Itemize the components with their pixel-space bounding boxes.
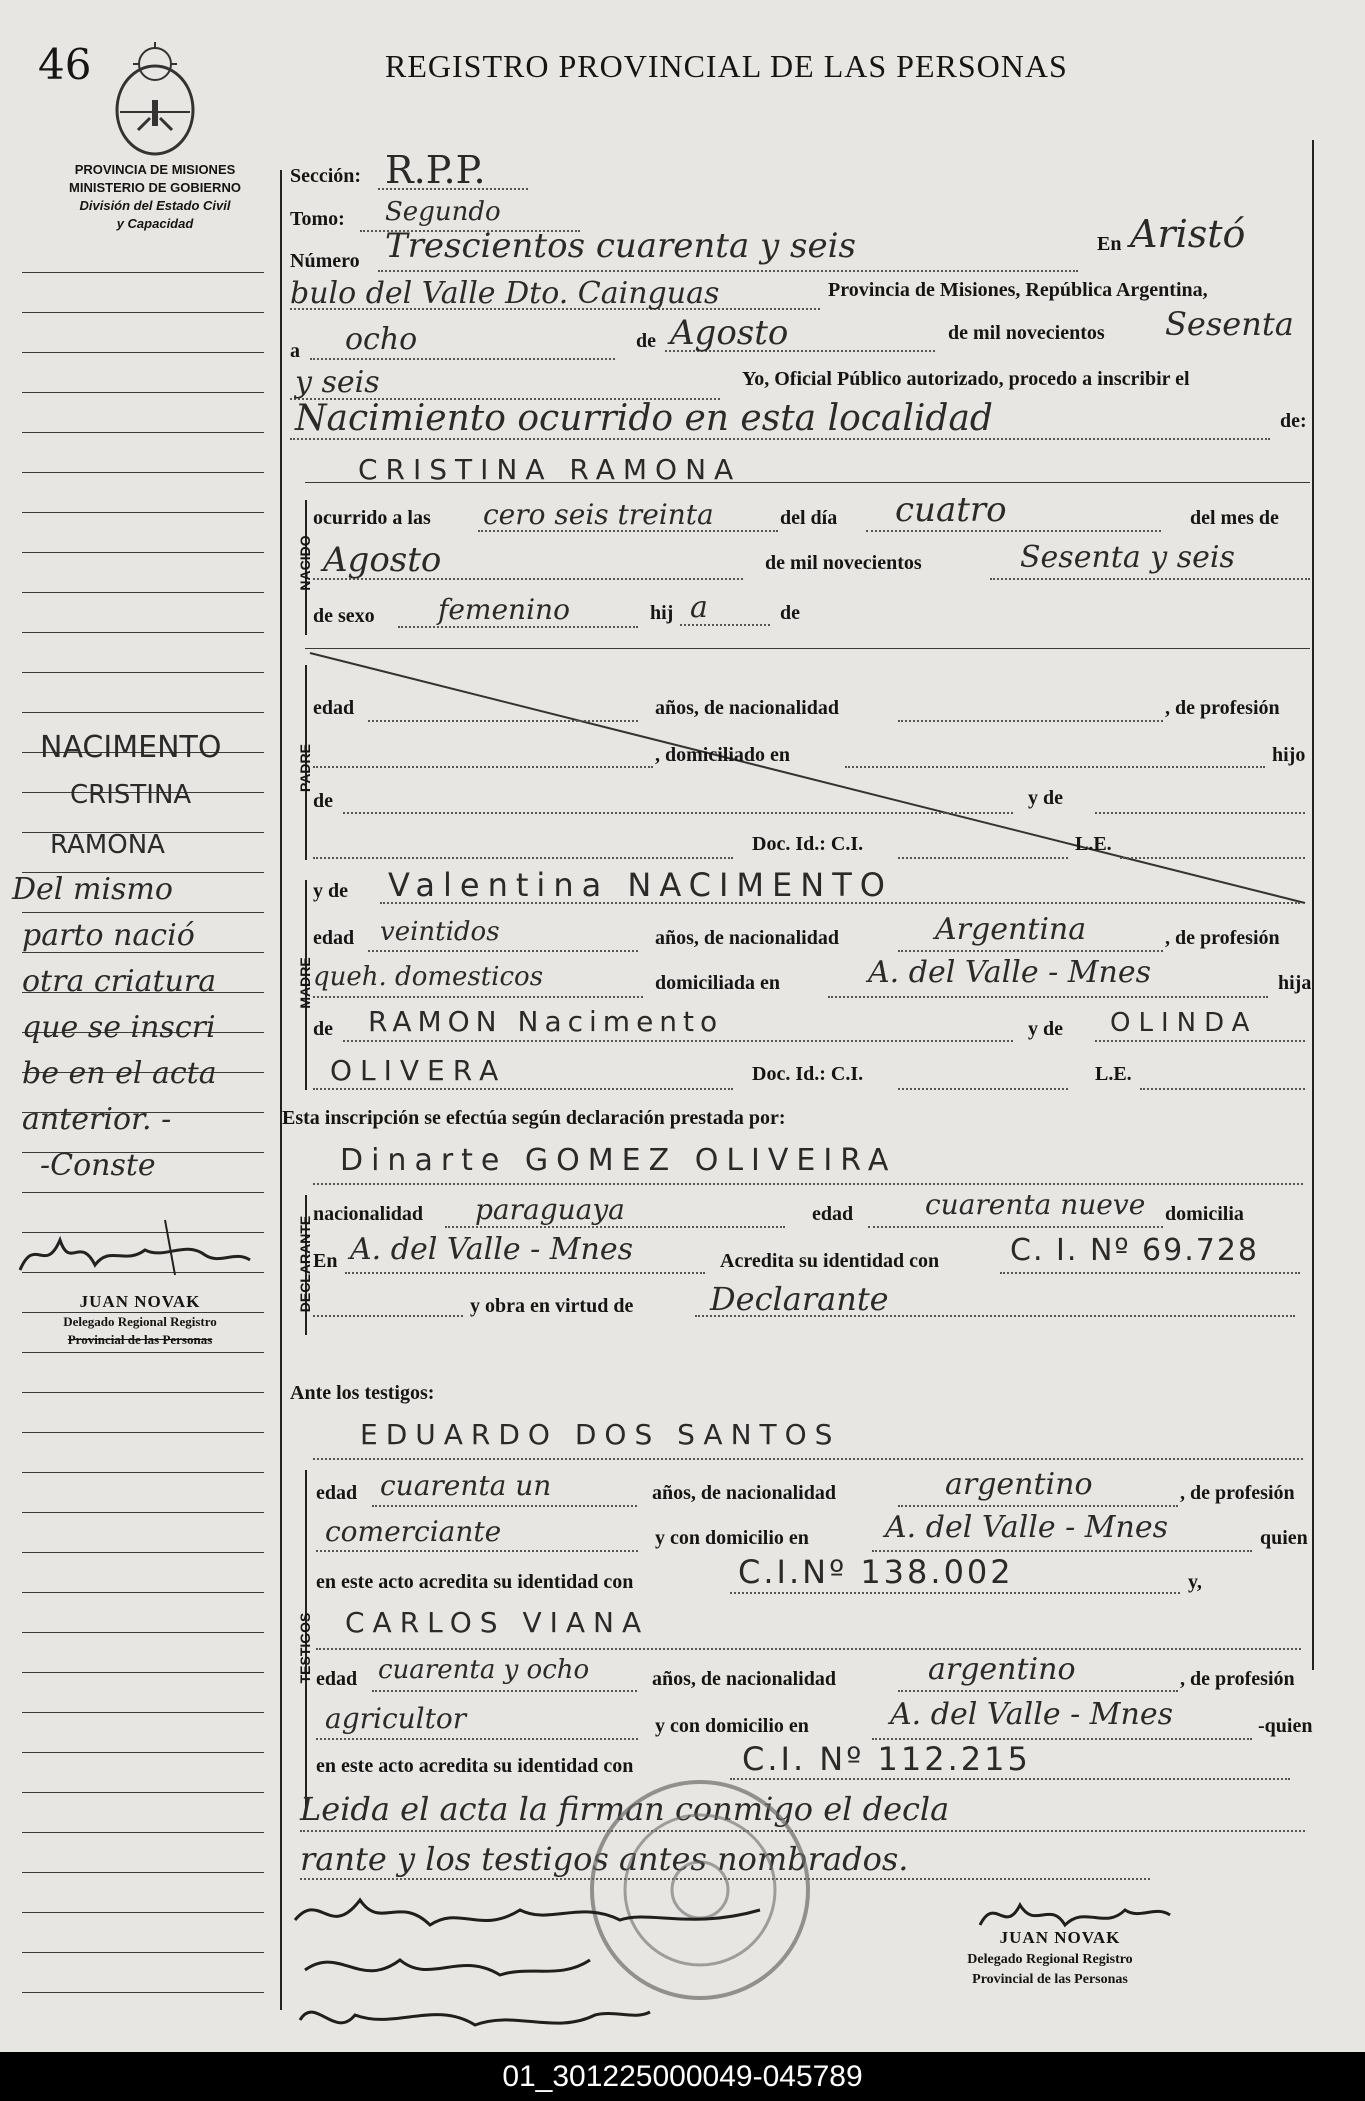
- official-role-bottom-2: Provincial de las Personas: [972, 1972, 1128, 1987]
- closing-line-2: rante y los testigos antes nombrados.: [300, 1840, 909, 1878]
- form-left-border: [280, 170, 282, 2010]
- value-testigo-2: CARLOS VIANA: [345, 1606, 650, 1639]
- value-madre-prof: queh. domesticos: [313, 962, 544, 992]
- label-de-2: de: [780, 602, 800, 624]
- margin-rule: [22, 552, 264, 553]
- margin-rule: [22, 1792, 264, 1793]
- section-label-madre: MADRE: [297, 957, 313, 1009]
- value-t2-nac: argentino: [928, 1652, 1076, 1687]
- label-padre-y-de: y de: [1028, 787, 1063, 809]
- value-t2-dom: A. del Valle - Mnes: [890, 1697, 1173, 1732]
- label-padre-hijo: hijo: [1272, 744, 1306, 766]
- section-label-testigos: TESTIGOS: [297, 1612, 313, 1684]
- label-sexo: de sexo: [313, 605, 375, 627]
- label-del-dia: del día: [780, 507, 838, 529]
- label-en: En: [1097, 233, 1122, 255]
- value-hij-suffix: a: [690, 590, 708, 625]
- label-madre-doc: Doc. Id.: C.I.: [752, 1063, 864, 1085]
- margin-rule: [22, 312, 264, 313]
- margin-note-5: parto nació: [22, 918, 195, 953]
- margin-note-1: NACIMENTO: [40, 730, 222, 765]
- value-t1-prof: comerciante: [325, 1515, 502, 1548]
- margin-rule: [22, 1992, 264, 1993]
- value-t1-dom: A. del Valle - Mnes: [885, 1510, 1168, 1545]
- margin-rule: [22, 512, 264, 513]
- org-line-2: MINISTERIO DE GOBIERNO: [69, 180, 241, 195]
- margin-rule: [22, 1352, 264, 1353]
- label-decl-nac: nacionalidad: [313, 1203, 424, 1225]
- label-t1-y: y,: [1188, 1571, 1202, 1593]
- value-anio2: y seis: [295, 365, 380, 400]
- label-inscripcion: Esta inscripción se efectúa según declaración prestada por:: [282, 1107, 786, 1129]
- label-t1-edad: edad: [316, 1482, 358, 1504]
- margin-rule: [22, 672, 264, 673]
- label-madre-edad: edad: [313, 927, 355, 949]
- value-t2-ci: C.I. Nº 112.215: [742, 1740, 1031, 1778]
- label-t2-prof: , de profesión: [1180, 1668, 1295, 1690]
- label-t2-quien: -quien: [1258, 1715, 1313, 1737]
- margin-note-8: be en el acta: [22, 1056, 217, 1091]
- section-label-nacido: NACIDO: [297, 535, 313, 591]
- value-decl-edad: cuarenta nueve: [925, 1188, 1146, 1221]
- margin-note-7: que se inscri: [22, 1010, 216, 1045]
- value-lugar: bulo del Valle Dto. Cainguas: [290, 276, 720, 311]
- value-abuela-2: OLIVERA: [330, 1054, 507, 1087]
- value-decl-ci: C. I. Nº 69.728: [1010, 1233, 1260, 1268]
- label-madre-prof: , de profesión: [1165, 927, 1280, 949]
- margin-note-6: otra criatura: [22, 964, 217, 999]
- org-line-4: y Capacidad: [116, 216, 194, 231]
- section-label-declarante: DECLARANTE: [297, 1215, 313, 1313]
- value-declarante: Dinarte GOMEZ OLIVEIRA: [340, 1143, 897, 1178]
- margin-note-9: anterior. -: [22, 1102, 172, 1137]
- margin-note-3: RAMONA: [50, 830, 165, 860]
- value-en: Aristó: [1130, 212, 1246, 256]
- label-t1-anos: años, de nacionalidad: [652, 1482, 836, 1504]
- value-madre-nac: Argentina: [935, 912, 1087, 947]
- label-madre-y-de: y de: [313, 880, 348, 902]
- margin-rule: [22, 1192, 264, 1193]
- label-padre-doc: Doc. Id.: C.I.: [752, 833, 864, 855]
- label-ante: Ante los testigos:: [290, 1382, 435, 1404]
- margin-rule: [22, 912, 264, 913]
- margin-rule: [22, 1472, 264, 1473]
- value-abuela: OLINDA: [1110, 1008, 1258, 1038]
- official-signature: [15, 1215, 255, 1285]
- margin-rule: [22, 392, 264, 393]
- value-tomo: Segundo: [385, 197, 501, 227]
- label-hij: hij: [650, 602, 674, 624]
- label-t2-en-este: en este acto acredita su identidad con: [316, 1755, 634, 1777]
- label-t2-edad: edad: [316, 1668, 358, 1690]
- section-label-padre: PADRE: [297, 744, 313, 792]
- label-madre-anos: años, de nacionalidad: [655, 927, 839, 949]
- margin-note-10: -Conste: [40, 1148, 156, 1183]
- value-madre-dom: A. del Valle - Mnes: [868, 955, 1151, 990]
- value-testigo-1: EDUARDO DOS SANTOS: [360, 1418, 841, 1451]
- label-decl-obra: y obra en virtud de: [470, 1295, 634, 1317]
- value-acto: Nacimiento ocurrido en esta localidad: [295, 398, 993, 439]
- label-madre-dom: domiciliada en: [655, 972, 781, 994]
- margin-note-4: Del mismo: [12, 872, 173, 907]
- label-seccion: Sección:: [290, 165, 362, 187]
- margin-rule: [22, 1752, 264, 1753]
- value-abuelo: RAMON Nacimento: [368, 1005, 724, 1038]
- official-role-1: Delegado Regional Registro: [63, 1314, 217, 1329]
- margin-rule: [22, 1912, 264, 1913]
- label-padre-de: de: [313, 790, 333, 812]
- closing-line-1: Leida el acta la firman conmigo el decla: [300, 1790, 950, 1828]
- document-title: REGISTRO PROVINCIAL DE LAS PERSONAS: [385, 48, 1068, 84]
- value-t1-ci: C.I.Nº 138.002: [738, 1553, 1014, 1591]
- label-decl-edad: edad: [812, 1203, 854, 1225]
- label-a: a: [290, 340, 300, 362]
- margin-rule: [22, 1712, 264, 1713]
- margin-rule: [22, 432, 264, 433]
- value-seccion: R.P.P.: [385, 148, 486, 192]
- margin-rule: [22, 472, 264, 473]
- margin-rule: [22, 1672, 264, 1673]
- margin-rule: [22, 1432, 264, 1433]
- value-mes: Agosto: [670, 313, 789, 353]
- value-t1-nac: argentino: [945, 1467, 1093, 1502]
- label-provincia: Provincia de Misiones, República Argentina,: [828, 279, 1208, 301]
- value-anio-nac: Sesenta y seis: [1020, 540, 1235, 575]
- value-decl-dom: A. del Valle - Mnes: [350, 1232, 633, 1267]
- margin-rule: [22, 272, 264, 273]
- value-dia-nac: cuatro: [895, 490, 1007, 530]
- label-madre-de: de: [313, 1018, 333, 1040]
- label-t1-en-este: en este acto acredita su identidad con: [316, 1571, 634, 1593]
- official-role-2: Provincial de las Personas: [67, 1332, 213, 1347]
- form-right-border: [1312, 140, 1314, 1670]
- official-role-bottom-1: Delegado Regional Registro: [967, 1952, 1133, 1967]
- page-number: 46: [38, 40, 92, 89]
- label-decl-acredita: Acredita su identidad con: [720, 1250, 940, 1272]
- label-yo: Yo, Oficial Público autorizado, procedo a inscribir el: [742, 368, 1190, 390]
- value-numero: Trescientos cuarenta y seis: [385, 226, 856, 266]
- margin-rule: [22, 632, 264, 633]
- label-padre-le: L.E.: [1075, 833, 1112, 855]
- margin-note-2: CRISTINA: [70, 780, 192, 810]
- label-t2-anos: años, de nacionalidad: [652, 1668, 836, 1690]
- official-name-bottom: JUAN NOVAK: [999, 1928, 1121, 1947]
- org-line-3: División del Estado Civil: [79, 198, 231, 213]
- value-decl-nac: paraguaya: [475, 1193, 625, 1226]
- label-del-mes: del mes de: [1190, 507, 1279, 529]
- label-t1-prof: , de profesión: [1180, 1482, 1295, 1504]
- label-decl-en: En: [313, 1250, 338, 1272]
- value-madre: Valentina NACIMENTO: [388, 866, 893, 904]
- signature-testigo-2: [295, 1990, 655, 2045]
- label-decl-domicilia: domicilia: [1165, 1203, 1244, 1225]
- value-mes-nac: Agosto: [323, 540, 442, 580]
- label-de: de: [636, 330, 656, 352]
- margin-rule: [22, 1512, 264, 1513]
- label-padre-anos: años, de nacionalidad: [655, 697, 839, 719]
- label-de-mil-2: de mil novecientos: [765, 552, 922, 574]
- value-t1-edad: cuarenta un: [380, 1469, 552, 1502]
- label-padre-edad: edad: [313, 697, 355, 719]
- value-nombre: CRISTINA RAMONA: [358, 453, 742, 486]
- label-ocurrido: ocurrido a las: [313, 507, 431, 529]
- value-dia: ocho: [345, 322, 418, 357]
- label-madre-hija: hija: [1278, 972, 1312, 994]
- label-numero: Número: [290, 250, 360, 272]
- margin-rule: [22, 352, 264, 353]
- label-t1-quien: quien: [1260, 1527, 1308, 1549]
- margin-rule: [22, 1392, 264, 1393]
- label-madre-y-de-2: y de: [1028, 1018, 1063, 1040]
- label-t1-dom: y con domicilio en: [655, 1527, 809, 1549]
- label-de-mil: de mil novecientos: [948, 322, 1105, 344]
- margin-rule: [22, 1952, 264, 1953]
- image-id-footer: 01_301225000049-045789: [0, 2052, 1365, 2101]
- margin-rule: [22, 712, 264, 713]
- margin-rule: [22, 1552, 264, 1553]
- value-madre-edad: veintidos: [380, 917, 500, 947]
- value-hora: cero seis treinta: [483, 498, 714, 531]
- label-padre-prof: , de profesión: [1165, 697, 1280, 719]
- official-name: JUAN NOVAK: [79, 1292, 201, 1311]
- label-t2-dom: y con domicilio en: [655, 1715, 809, 1737]
- org-line-1: PROVINCIA DE MISIONES: [74, 162, 236, 177]
- margin-rule: [22, 1312, 264, 1313]
- margin-rule: [22, 1872, 264, 1873]
- margin-rule: [22, 1832, 264, 1833]
- coat-of-arms-icon: [110, 40, 200, 158]
- label-tomo: Tomo:: [290, 208, 345, 230]
- margin-rule: [22, 1632, 264, 1633]
- label-madre-le: L.E.: [1095, 1063, 1132, 1085]
- margin-rule: [22, 1592, 264, 1593]
- value-sexo: femenino: [438, 593, 570, 626]
- label-de-colon: de:: [1280, 410, 1307, 432]
- margin-rule: [22, 592, 264, 593]
- value-t2-edad: cuarenta y ocho: [378, 1655, 590, 1685]
- label-padre-dom: , domiciliado en: [655, 744, 791, 766]
- value-decl-obra: Declarante: [710, 1280, 889, 1318]
- value-t2-prof: agricultor: [325, 1702, 467, 1735]
- value-anio: Sesenta: [1165, 305, 1294, 343]
